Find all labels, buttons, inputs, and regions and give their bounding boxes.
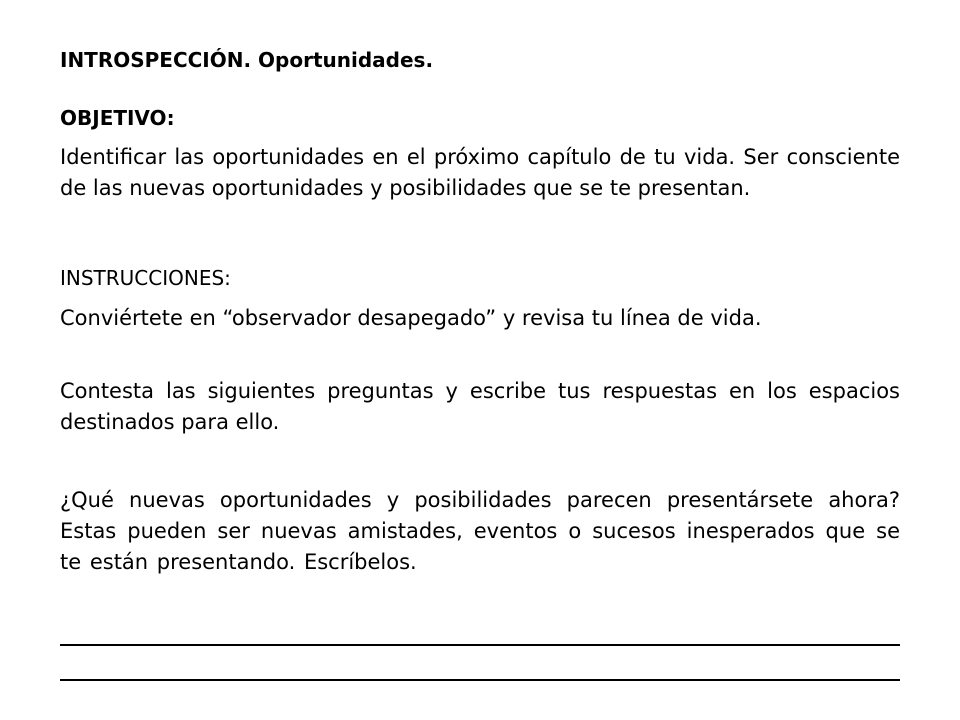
instruction-text-1: Conviértete en “observador desapegado” y revisa tu línea de vida. [60,306,762,330]
instructions-heading: INSTRUCCIONES: [60,266,231,290]
objective-text: Identificar las oportunidades en el próximo capítulo de tu vida. Ser consciente de las nuevas oportunidades y posibilidades que se te presentan. [60,145,900,200]
instruction-text-2: Contesta las siguientes preguntas y escribe tus respuestas en los espacios destinados para ello. [60,379,900,434]
page-title: INTROSPECCIÓN. Oportunidades. [60,48,434,72]
answer-line[interactable] [60,679,900,681]
answer-line[interactable] [60,644,900,646]
question-text: ¿Qué nuevas oportunidades y posibilidades parecen presentársete ahora? Estas pueden ser nuevas amistades, eventos o sucesos inesperados que se te están presentando. Escríbelos. [60,488,900,574]
objective-heading: OBJETIVO: [60,106,175,130]
